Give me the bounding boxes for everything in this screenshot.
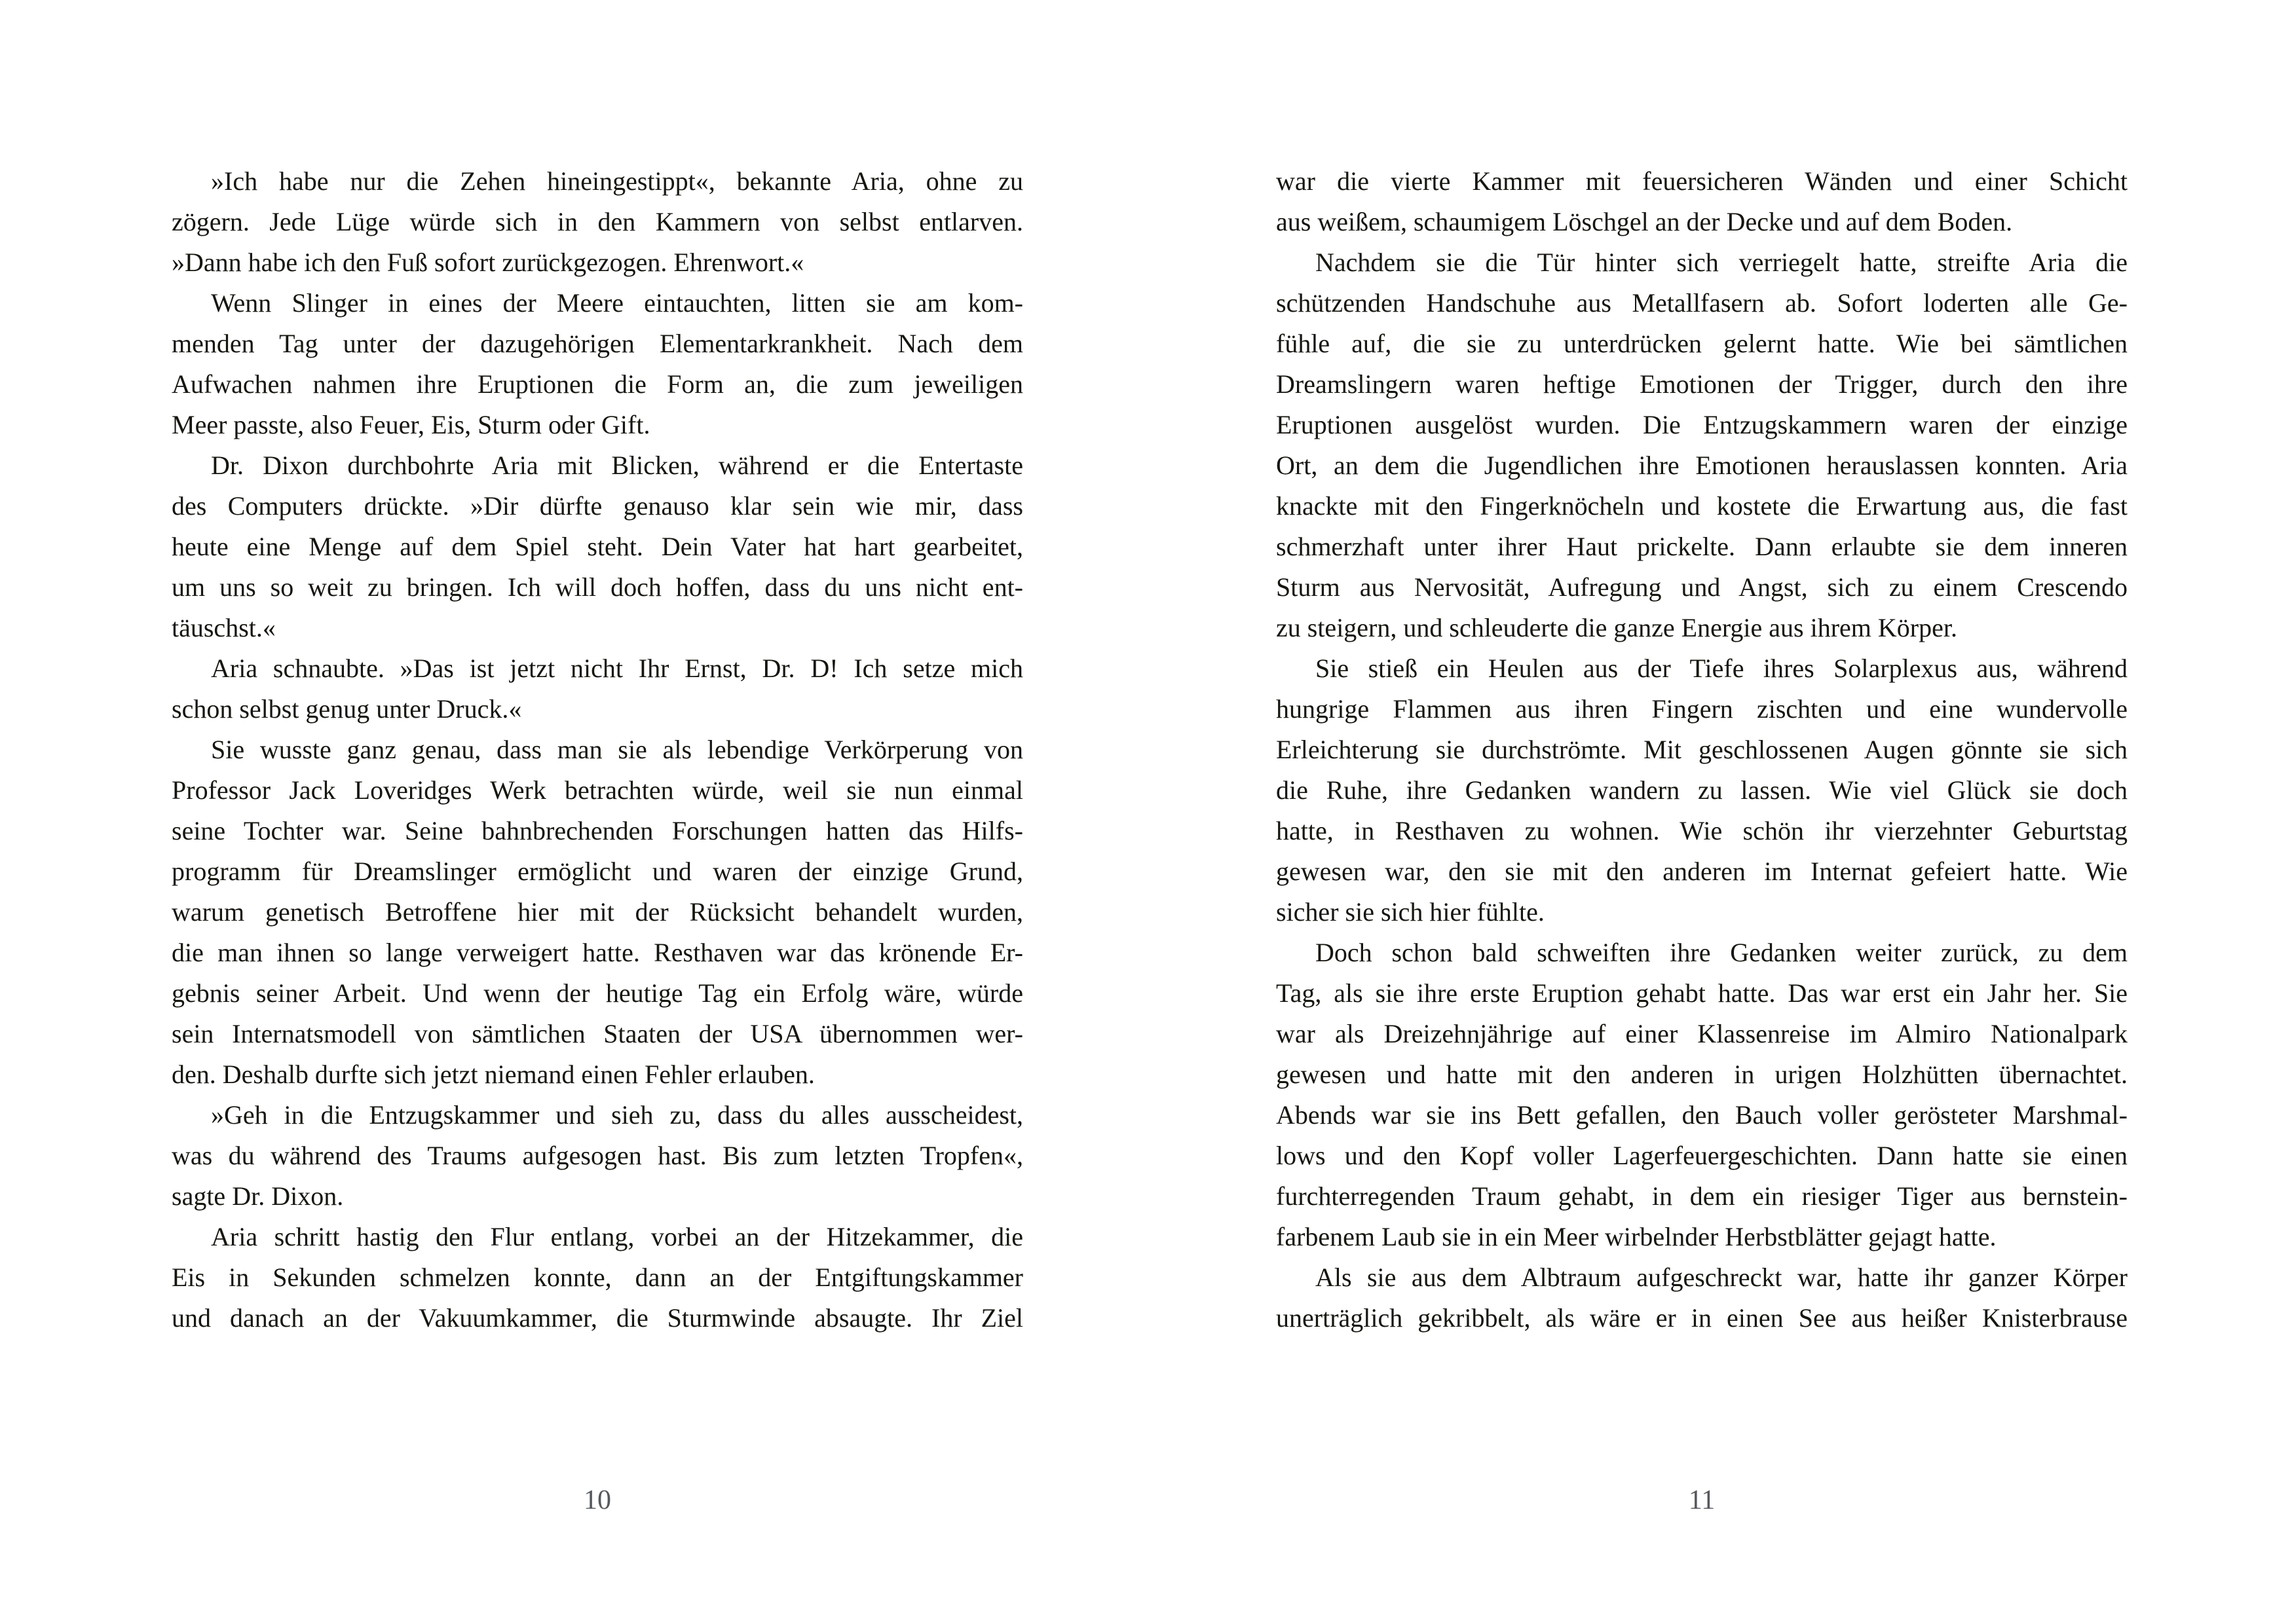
text-line: zu steigern, und schleuderte die ganze Energie aus ihrem Körper. — [1276, 613, 1957, 642]
text-line: Aufwachen nahmen ihre Eruptionen die Form an, die zum jeweiligen — [172, 369, 1023, 399]
text-line: seine Tochter war. Seine bahnbrechenden Forschungen hatten das Hilfs- — [172, 816, 1023, 845]
text-line: sicher sie sich hier fühlte. — [1276, 897, 1545, 927]
text-line: hatte, in Resthaven zu wohnen. Wie schön ihr vierzehnter Geburtstag — [1276, 816, 2128, 845]
text-line: Tag, als sie ihre erste Eruption gehabt hatte. Das war erst ein Jahr her. Sie — [1276, 978, 2128, 1008]
text-line: Doch schon bald schweiften ihre Gedanken weiter zurück, zu dem — [1315, 938, 2128, 967]
text-line: Dreamslingern waren heftige Emotionen der Trigger, durch den ihre — [1276, 369, 2128, 399]
text-line: »Geh in die Entzugskammer und sieh zu, dass du alles ausscheidest, — [211, 1100, 1023, 1130]
text-line: Professor Jack Loveridges Werk betrachten würde, weil sie nun einmal — [172, 775, 1023, 805]
text-line: Abends war sie ins Bett gefallen, den Bauch voller gerösteter Marshmal- — [1276, 1100, 2128, 1130]
text-line: Wenn Slinger in eines der Meere eintauchten, litten sie am kom- — [211, 288, 1023, 318]
text-line: knackte mit den Fingerknöcheln und kostete die Erwartung aus, die fast — [1276, 491, 2128, 521]
text-line: menden Tag unter der dazugehörigen Elementarkrankheit. Nach dem — [172, 329, 1023, 358]
text-line: furchterregenden Traum gehabt, in dem ein riesiger Tiger aus bernstein- — [1276, 1181, 2128, 1211]
text-line: Dr. Dixon durchbohrte Aria mit Blicken, während er die Entertaste — [211, 451, 1023, 480]
text-line: fühle auf, die sie zu unterdrücken gelernt hatte. Wie bei sämtlichen — [1276, 329, 2128, 358]
text-line: um uns so weit zu bringen. Ich will doch hoffen, dass du uns nicht ent- — [172, 572, 1023, 602]
text-line: des Computers drückte. »Dir dürfte genauso klar sein wie mir, dass — [172, 491, 1023, 521]
text-line: die man ihnen so lange verweigert hatte. Resthaven war das krönende Er- — [172, 938, 1023, 967]
text-line: Sie wusste ganz genau, dass man sie als lebendige Verkörperung von — [211, 735, 1023, 764]
text-line: Aria schritt hastig den Flur entlang, vorbei an der Hitzekammer, die — [211, 1222, 1023, 1251]
text-line: farbenem Laub sie in ein Meer wirbelnder Herbstblätter gejagt hatte. — [1276, 1222, 1997, 1251]
text-line: sagte Dr. Dixon. — [172, 1181, 344, 1211]
text-line: Meer passte, also Feuer, Eis, Sturm oder Gift. — [172, 410, 650, 439]
text-line: »Ich habe nur die Zehen hineingestippt«, bekannte Aria, ohne zu — [211, 166, 1023, 196]
text-line: täuschst.« — [172, 613, 276, 642]
text-line: Aria schnaubte. »Das ist jetzt nicht Ihr Ernst, Dr. D! Ich setze mich — [211, 654, 1023, 683]
text-line: Eruptionen ausgelöst wurden. Die Entzugskammern waren der einzige — [1276, 410, 2128, 439]
text-line: Erleichterung sie durchströmte. Mit geschlossenen Augen gönnte sie sich — [1276, 735, 2128, 764]
text-line: Sie stieß ein Heulen aus der Tiefe ihres Solarplexus aus, während — [1315, 654, 2128, 683]
text-line: schmerzhaft unter ihrer Haut prickelte. Dann erlaubte sie dem inneren — [1276, 532, 2128, 561]
text-line: war die vierte Kammer mit feuersicheren Wänden und einer Schicht — [1276, 166, 2128, 196]
text-line: »Dann habe ich den Fuß sofort zurückgezogen. Ehrenwort.« — [172, 248, 804, 277]
text-line: programm für Dreamslinger ermöglicht und waren der einzige Grund, — [172, 857, 1023, 886]
text-line: Als sie aus dem Albtraum aufgeschreckt war, hatte ihr ganzer Körper — [1315, 1263, 2128, 1292]
text-line: die Ruhe, ihre Gedanken wandern zu lassen. Wie viel Glück sie doch — [1276, 775, 2128, 805]
left-page-text — [172, 161, 1023, 1338]
text-line: sein Internatsmodell von sämtlichen Staaten der USA übernommen wer- — [172, 1019, 1023, 1048]
text-line: Eis in Sekunden schmelzen konnte, dann an der Entgiftungskammer — [172, 1263, 1023, 1292]
text-line: schützenden Handschuhe aus Metallfasern ab. Sofort loderten alle Ge- — [1276, 288, 2128, 318]
text-line: heute eine Menge auf dem Spiel steht. Dein Vater hat hart gearbeitet, — [172, 532, 1023, 561]
text-line: gewesen und hatte mit den anderen in urigen Holzhütten übernachtet. — [1276, 1060, 2128, 1089]
text-line: hungrige Flammen aus ihren Fingern zischten und eine wundervolle — [1276, 694, 2128, 724]
text-line: war als Dreizehnjährige auf einer Klassenreise im Almiro Nationalpark — [1276, 1019, 2128, 1048]
text-line: gebnis seiner Arbeit. Und wenn der heutige Tag ein Erfolg wäre, würde — [172, 978, 1023, 1008]
text-line: was du während des Traums aufgesogen hast. Bis zum letzten Tropfen«, — [172, 1141, 1023, 1170]
text-line: lows und den Kopf voller Lagerfeuergeschichten. Dann hatte sie einen — [1276, 1141, 2128, 1170]
text-line: aus weißem, schaumigem Löschgel an der Decke und auf dem Boden. — [1276, 207, 2013, 236]
text-line: warum genetisch Betroffene hier mit der Rücksicht behandelt wurden, — [172, 897, 1023, 927]
text-line: Ort, an dem die Jugendlichen ihre Emotionen herauslassen konnten. Aria — [1276, 451, 2128, 480]
text-line: zögern. Jede Lüge würde sich in den Kammern von selbst entlarven. — [172, 207, 1023, 236]
right-page-number: 11 — [1688, 1485, 1716, 1515]
right-page-text — [1276, 161, 2128, 1338]
text-line: gewesen war, den sie mit den anderen im Internat gefeiert hatte. Wie — [1276, 857, 2128, 886]
text-line: den. Deshalb durfte sich jetzt niemand einen Fehler erlauben. — [172, 1060, 815, 1089]
text-line: Sturm aus Nervosität, Aufregung und Angst, sich zu einem Crescendo — [1276, 572, 2128, 602]
text-line: Nachdem sie die Tür hinter sich verriegelt hatte, streifte Aria die — [1315, 248, 2128, 277]
left-page-number: 10 — [584, 1485, 611, 1515]
text-line: unerträglich gekribbelt, als wäre er in einen See aus heißer Knisterbrause — [1276, 1303, 2128, 1333]
text-line: und danach an der Vakuumkammer, die Sturmwinde absaugte. Ihr Ziel — [172, 1303, 1023, 1333]
text-line: schon selbst genug unter Druck.« — [172, 694, 522, 724]
